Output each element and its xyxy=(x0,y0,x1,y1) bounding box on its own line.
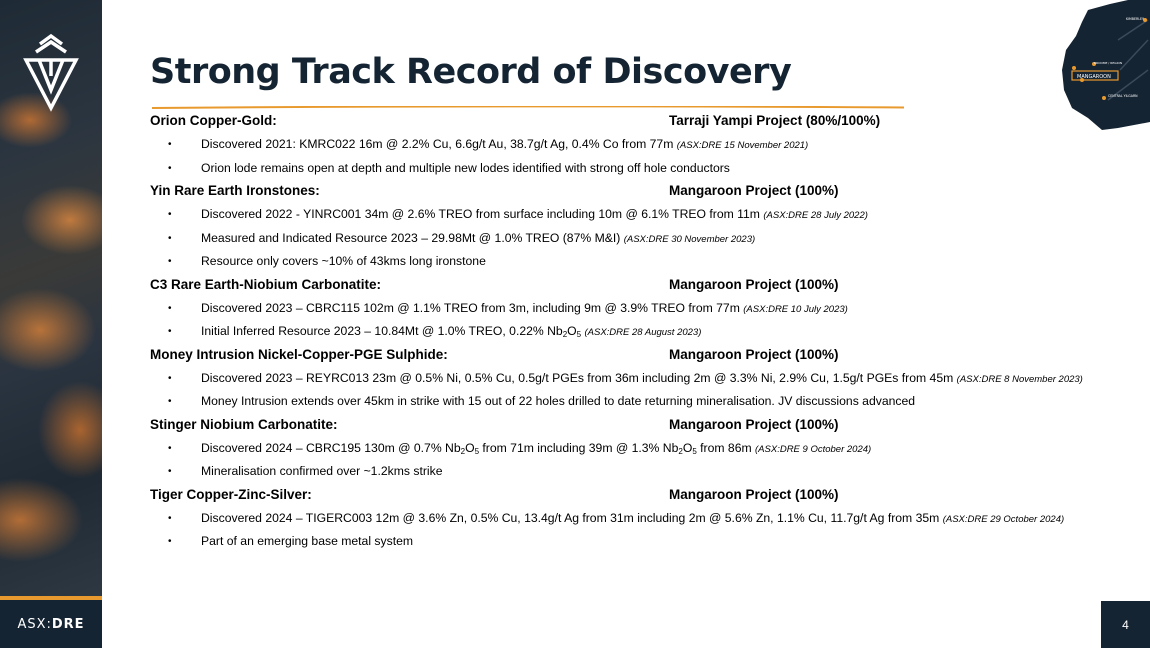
discovery-name: Orion Copper-Gold: xyxy=(150,113,277,128)
project-name: Mangaroon Project (100%) xyxy=(669,346,839,362)
list-item: • Discovered 2024 – CBRC195 130m @ 0.7% $Nb_2O_5$ from 71m including 39m @ 1.3% $Nb_2O_5$ from 86m (ASX:DRE 9 October 2024) xyxy=(150,437,1110,461)
list-item: • Discovered 2023 – REYRC013 23m @ 0.5% Ni, 0.5% Cu, 0.5g/t PGEs from 36m including 2m @ 3.3% Ni, 2.9% Cu, 1.5g/t PGEs from 45m (ASX:DRE 8 November 2023) xyxy=(150,367,1110,391)
project-name: Mangaroon Project (100%) xyxy=(669,276,839,292)
bullet-icon: • xyxy=(168,162,172,174)
bullet-icon: • xyxy=(168,256,172,267)
project-name: Tarraji Yampi Project (80%/100%) xyxy=(669,113,881,128)
asx-reference: (ASX:DRE 28 August 2023) xyxy=(584,327,702,338)
discovery-name: Stinger Niobium Carbonatite: xyxy=(150,416,338,432)
map-label-central-yilgarn: CENTRAL YILGARN xyxy=(1108,94,1138,98)
page-number: 4 xyxy=(1122,617,1129,632)
list-item: • Measured and Indicated Resource 2023 – 29.98Mt @ 1.0% TREO (87% M&I) (ASX:DRE 30 November 2023) xyxy=(150,227,1110,251)
bullet-icon: • xyxy=(168,302,172,314)
discovery-name: C3 Rare Earth-Niobium Carbonatite: xyxy=(150,276,382,292)
list-item: • Part of an emerging base metal system xyxy=(150,530,1110,554)
map-label-region: BROOME / REGION xyxy=(1094,61,1123,65)
project-name: Mangaroon Project (100%) xyxy=(669,183,839,198)
section-heading xyxy=(150,414,1110,437)
bullet-icon: • xyxy=(168,466,172,477)
section-heading xyxy=(150,344,1110,367)
section-heading xyxy=(150,110,1110,133)
ticker-box xyxy=(0,600,102,648)
list-item: • Initial Inferred Resource 2023 – 10.84Mt @ 1.0% TREO, 0.22% $Nb_2O_5$ (ASX:DRE 28 August 2023) xyxy=(150,320,1110,344)
section-heading xyxy=(150,180,1110,203)
discovery-list xyxy=(150,110,1110,554)
list-item: • Orion lode remains open at depth and multiple new lodes identified with strong off hole conductors xyxy=(150,157,1110,181)
asx-reference: (ASX:DRE 30 November 2023) xyxy=(623,233,756,245)
map-label-kimberley: KIMBERLEY xyxy=(1126,17,1144,21)
bullet-icon: • xyxy=(168,326,172,337)
asx-reference: (ASX:DRE 10 July 2023) xyxy=(743,303,848,315)
asx-reference: (ASX:DRE 8 November 2023) xyxy=(956,373,1083,385)
page-title: Strong Track Record of Discovery xyxy=(150,52,792,92)
asx-reference: (ASX:DRE 28 July 2022) xyxy=(763,210,868,221)
bullet-icon: • xyxy=(168,536,172,547)
asx-reference: (ASX:DRE 29 October 2024) xyxy=(942,513,1065,525)
discovery-name: Tiger Copper-Zinc-Silver: xyxy=(150,486,312,502)
asx-reference: (ASX:DRE 15 November 2021) xyxy=(676,140,809,151)
bullet-icon: • xyxy=(168,442,172,454)
section-heading xyxy=(150,274,1110,297)
list-item: • Discovered 2024 – TIGERC003 12m @ 3.6% Zn, 0.5% Cu, 13.4g/t Ag from 31m including 2m @ 5.6% Zn, 1.1% Cu, 11.7g/t Ag from 35m (ASX:DRE 29 October 2024) xyxy=(150,507,1110,531)
section-heading xyxy=(150,484,1110,507)
map-label-mangaroon: MANGAROON xyxy=(1077,74,1111,80)
list-item: • Resource only covers ~10% of 43kms long ironstone xyxy=(150,250,1110,274)
list-item: • Discovered 2022 - YINRC001 34m @ 2.6% TREO from surface including 10m @ 6.1% TREO from 11m (ASX:DRE 28 July 2022) xyxy=(150,203,1110,227)
bullet-icon: • xyxy=(168,396,172,407)
bullet-icon: • xyxy=(168,139,172,150)
list-item: • Discovered 2023 – CBRC115 102m @ 1.1% TREO from 3m, including 9m @ 3.9% TREO from 77m (ASX:DRE 10 July 2023) xyxy=(150,297,1110,321)
discovery-name: Yin Rare Earth Ironstones: xyxy=(150,183,320,198)
project-name: Mangaroon Project (100%) xyxy=(669,416,839,432)
page-number-box xyxy=(1101,601,1150,648)
project-name: Mangaroon Project (100%) xyxy=(669,486,839,502)
bullet-icon: • xyxy=(168,372,172,384)
discovery-name: Money Intrusion Nickel-Copper-PGE Sulphide: xyxy=(150,346,448,362)
bullet-icon: • xyxy=(168,232,172,244)
bullet-icon: • xyxy=(168,512,172,524)
list-item: • Money Intrusion extends over 45km in strike with 15 out of 22 holes drilled to date returning mineralisation. JV discussions advanced xyxy=(150,390,1110,414)
list-item: • Mineralisation confirmed over ~1.2kms strike xyxy=(150,460,1110,484)
company-logo-icon xyxy=(22,30,80,112)
title-underline xyxy=(152,106,904,109)
bullet-icon: • xyxy=(168,209,172,220)
list-item: • Discovered 2021: KMRC022 16m @ 2.2% Cu, 6.6g/t Au, 38.7g/t Ag, 0.4% Co from 77m (ASX:DRE 15 November 2021) xyxy=(150,133,1110,157)
asx-reference: (ASX:DRE 9 October 2024) xyxy=(755,443,872,455)
ticker-label: ASX:DRE xyxy=(17,616,85,632)
